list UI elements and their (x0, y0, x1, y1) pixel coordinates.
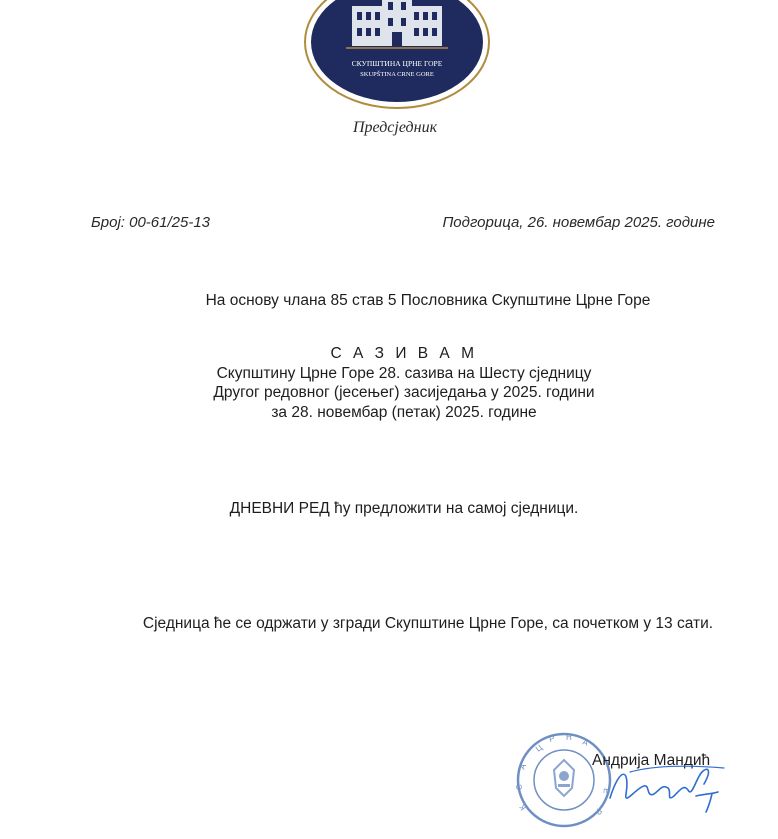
agenda-note: ДНЕВНИ РЕД ћу предложити на самој сједници. (229, 500, 579, 517)
session-info: Сједница ће се одржати у згради Скупштине Црне Горе, са почетком у 13 сати. (142, 615, 714, 632)
svg-text:А: А (581, 737, 590, 748)
parliament-logo (302, 0, 492, 110)
official-stamp (514, 730, 614, 834)
document-number: Број: 00-61/25-13 (91, 214, 211, 231)
logo-text-cyrillic: СКУПШТИНА ЦРНЕ ГОРЕ (351, 59, 443, 68)
svg-text:Н: Н (566, 733, 572, 742)
svg-text:Р: Р (548, 733, 556, 744)
reference-row (91, 214, 715, 234)
svg-text:К: К (517, 803, 528, 813)
signer-name: Андрија Мандић (592, 752, 711, 769)
coat-of-arms-icon (554, 760, 574, 796)
convocation-block (0, 344, 778, 422)
office-title: Предсједник (352, 119, 438, 136)
place-date: Подгорица, 26. новембар 2025. године (442, 214, 715, 231)
svg-text:Р: Р (593, 806, 604, 817)
convocation-line: Другог редовног (јесењег) засиједања у 2025. години (213, 384, 595, 401)
svg-text:Е: Е (601, 787, 611, 794)
svg-text:А: А (517, 762, 529, 771)
convocation-line: за 28. новембар (петак) 2025. године (271, 403, 537, 421)
logo-text-latin: SKUPŠTINA CRNE GORE (360, 71, 434, 78)
handwritten-signature (600, 758, 730, 818)
svg-text:Ц: Ц (533, 742, 544, 754)
convocation-heading: С А З И В А М (330, 345, 478, 362)
legal-basis: На основу члана 85 став 5 Пословника Скупштине Црне Горе (205, 292, 651, 309)
svg-text:С: С (514, 784, 524, 791)
convocation-line: Скупштину Црне Горе 28. сазива на Шесту сједницу (216, 364, 592, 382)
